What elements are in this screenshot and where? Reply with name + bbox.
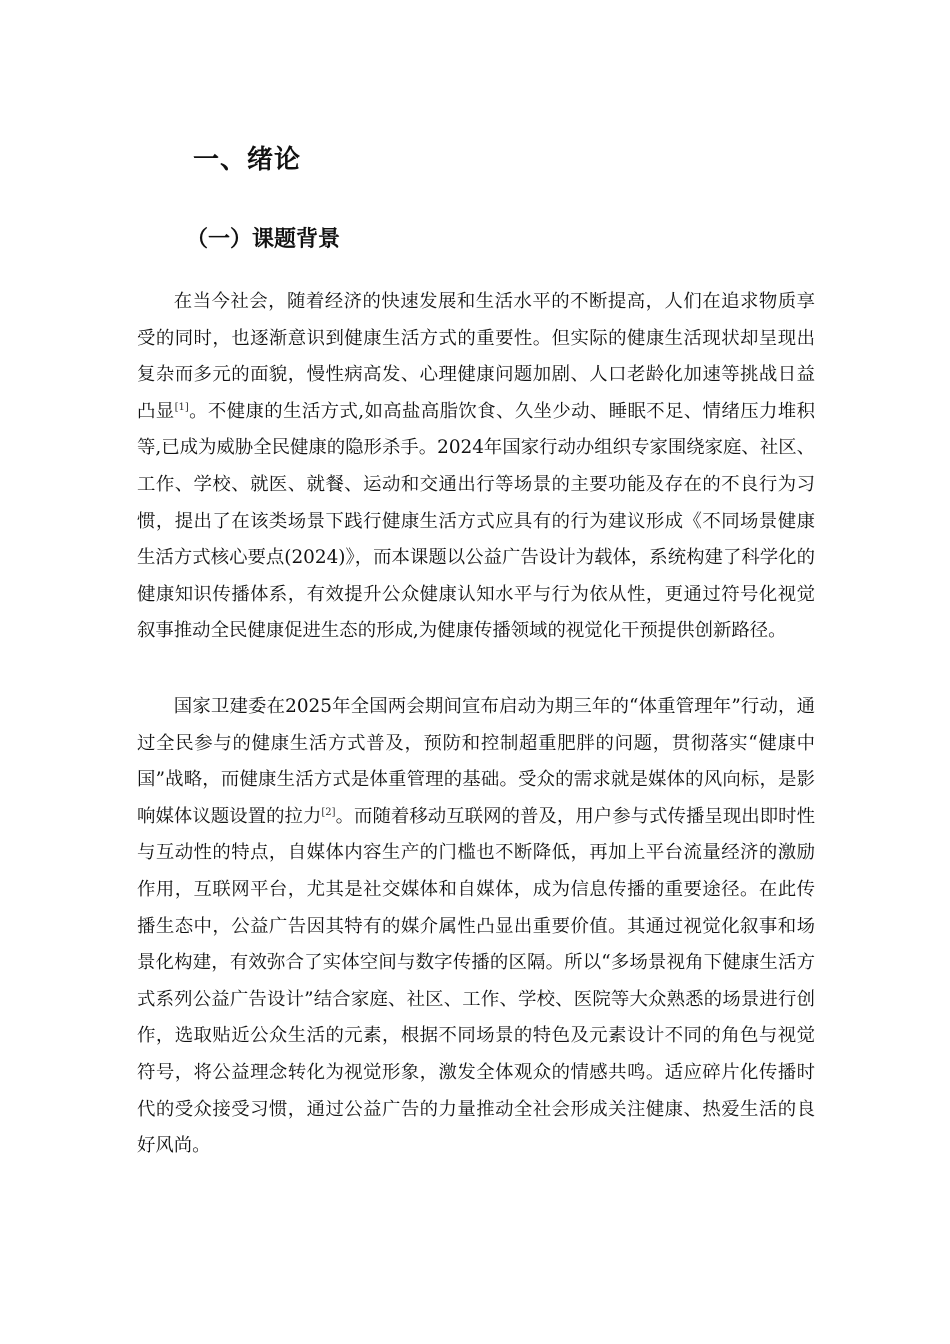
paragraph-1-text-a: 在当今社会，随着经济的快速发展和生活水平的不断提高，人们在追求物质享受的同时，也逐渐意识到健康生活方式的重要性。但实际的健康生活现状却呈现出复杂而多元的面貌，慢性病高发、心理健康问题加剧、人口老龄化加速等挑战日益凸显 xyxy=(137,291,815,422)
paragraph-1-text-b: 。不健康的生活方式,如高盐高脂饮食、久坐少动、睡眠不足、情绪压力堆积等,已成为威胁全民健康的隐形杀手。2024年国家行动办组织专家围绕家庭、社区、工作、学校、就医、就餐、运动和交通出行等场景的主要功能及存在的不良行为习惯，提出了在该类场景下践行健康生活方式应具有的行为建议形成《不同场景健康生活方式核心要点(2024)》，而本课题以公益广告设计为载体，系统构建了科学化的健康知识传播体系，有效提升公众健康认知水平与行为依从性，更通过符号化视觉叙事推动全民健康促进生态的形成,为健康传播领域的视觉化干预提供创新路径。 xyxy=(137,400,815,642)
paragraph-2-text-b: 。而随着移动互联网的普及，用户参与式传播呈现出即时性与互动性的特点，自媒体内容生产的门槛也不断降低，再加上平台流量经济的激励作用，互联网平台，尤其是社交媒体和自媒体，成为信息传播的重要途径。在此传播生态中，公益广告因其特有的媒介属性凸显出重要价值。其通过视觉化叙事和场景化构建，有效弥合了实体空间与数字传播的区隔。所以“多场景视角下健康生活方式系列公益广告设计”结合家庭、社区、工作、学校、医院等大众熟悉的场景进行创作，选取贴近公众生活的元素，根据不同场景的特色及元素设计不同的角色与视觉符号，将公益理念转化为视觉形象，激发全体观众的情感共鸣。适应碎片化传播时代的受众接受习惯，通过公益广告的力量推动全社会形成关注健康、热爱生活的良好风尚。 xyxy=(137,805,815,1157)
paragraph-2-text-a: 国家卫建委在2025年全国两会期间宣布启动为期三年的“体重管理年”行动，通过全民参与的健康生活方式普及，预防和控制超重肥胖的问题，贯彻落实“健康中国”战略，而健康生活方式是体重管理的基础。受众的需求就是媒体的风向标，是影响媒体议题设置的拉力 xyxy=(137,696,815,827)
citation-ref-2: [2] xyxy=(321,806,336,818)
chapter-heading: 一、绪论 xyxy=(193,145,302,175)
paragraph-background-2 xyxy=(137,689,815,1165)
section-heading: （一）课题背景 xyxy=(186,227,341,252)
citation-ref-1: [1] xyxy=(174,401,189,413)
paragraph-background-1 xyxy=(137,284,815,650)
